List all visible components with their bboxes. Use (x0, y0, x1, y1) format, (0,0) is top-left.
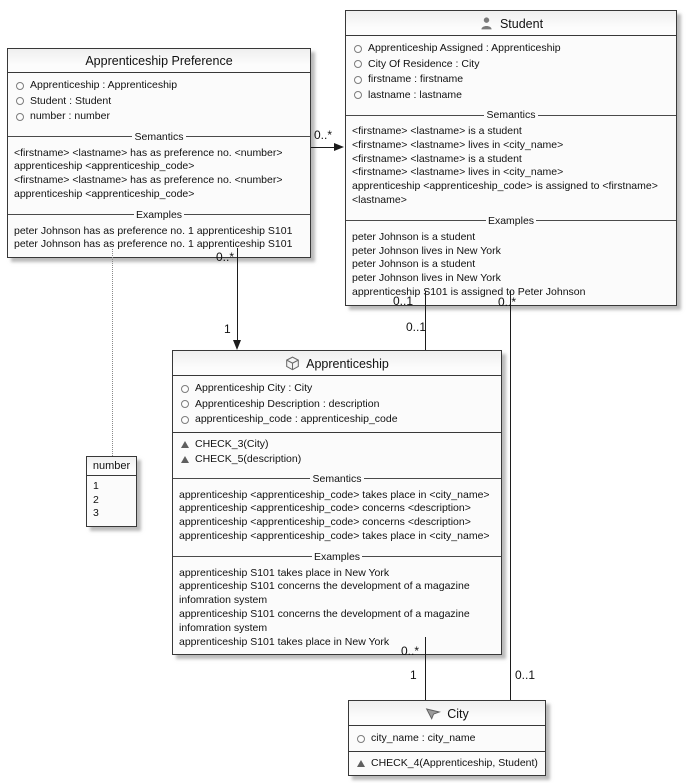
attribute-label: firstname : firstname (368, 73, 464, 85)
examples-divider (346, 215, 676, 227)
attribute-label: city_name : city_name (371, 732, 476, 744)
examples-divider-label: Examples (313, 550, 361, 563)
semantics-line: <firstname> <lastname> has as preference no. <number> apprenticeship <apprenticeship_code> (14, 146, 283, 173)
attribute-circle-icon (16, 82, 24, 90)
attribute-row (14, 78, 304, 94)
semantics-line: apprenticeship <apprenticeship_code> concerns <description> (179, 516, 471, 529)
semantics-line: apprenticeship <apprenticeship_code> takes place in <city_name> (179, 488, 490, 501)
connector-pref-to-apprenticeship (237, 248, 238, 342)
class-header-student (346, 11, 676, 36)
attribute-label: Apprenticeship Assigned : Apprenticeship (368, 42, 561, 54)
person-icon (479, 16, 494, 31)
attribute-row (352, 57, 670, 73)
multiplicity-label-apprenticeship-end: 0..1 (406, 320, 427, 334)
enum-value: 3 (93, 507, 99, 519)
attribute-circle-icon (181, 400, 189, 408)
semantics-compartment (8, 144, 310, 207)
multiplicity-label-city-end: 0..1 (515, 668, 536, 682)
example-line: peter Johnson lives in New York (352, 244, 501, 257)
semantics-divider (8, 131, 310, 143)
multiplicity-label-apprenticeship-end: 1 (224, 322, 231, 336)
semantics-compartment (346, 122, 676, 213)
semantics-divider-label: Semantics (486, 109, 536, 121)
class-title-student: Student (499, 16, 544, 31)
enum-value: 1 (93, 480, 99, 492)
semantics-line: apprenticeship <apprenticeship_code> takes place in <city_name> (179, 529, 490, 542)
example-line: apprenticeship S101 is assigned to Peter Johnson (352, 285, 586, 298)
semantics-line: <firstname> <lastname> lives in <city_name> (352, 138, 564, 151)
examples-compartment (8, 222, 310, 258)
attribute-circle-icon (354, 76, 362, 84)
class-box-student (345, 10, 677, 306)
examples-divider-label: Examples (135, 208, 183, 221)
example-line: apprenticeship S101 takes place in New York (179, 566, 390, 579)
attribute-label: Student : Student (30, 94, 112, 107)
class-header-apprenticeship (173, 351, 501, 376)
class-box-apprenticeship-preference (7, 48, 311, 258)
class-box-city (348, 700, 546, 776)
attributes-compartment (8, 73, 310, 129)
attribute-circle-icon (16, 97, 24, 105)
arrowhead-down-icon (233, 340, 241, 350)
check-triangle-icon (181, 456, 189, 463)
check-label: CHECK_5(description) (195, 452, 302, 465)
check-label: CHECK_3(City) (195, 437, 269, 450)
attribute-label: Apprenticeship : Apprenticeship (30, 79, 178, 91)
multiplicity-label-student-end: 0..1 (393, 294, 414, 308)
class-header-apprenticeship-preference (8, 49, 310, 73)
semantics-divider-label: Semantics (134, 130, 184, 143)
example-line: peter Johnson has as preference no. 1 apprenticeship S101 (14, 224, 293, 237)
check-row (355, 756, 539, 771)
attribute-label: apprenticeship_code : apprenticeship_code (195, 413, 398, 425)
attribute-circle-icon (357, 735, 365, 743)
semantics-line: <firstname> <lastname> is a student (352, 125, 522, 137)
class-box-apprenticeship (172, 350, 502, 655)
examples-divider (173, 551, 501, 563)
example-line: peter Johnson lives in New York (352, 272, 501, 285)
example-line: apprenticeship S101 takes place in New York (179, 635, 390, 648)
attribute-row (352, 72, 670, 88)
attributes-compartment (349, 726, 545, 751)
check-row (179, 452, 495, 467)
example-line: peter Johnson is a student (352, 230, 476, 243)
attribute-label: lastname : lastname (368, 88, 462, 101)
examples-compartment (173, 564, 501, 655)
attribute-label: Apprenticeship Description : description (195, 397, 380, 410)
example-line: apprenticeship S101 concerns the development of a magazine infomration system (179, 580, 470, 607)
semantics-line: <firstname> <lastname> has as preference no. <number> apprenticeship <apprenticeship_code> (14, 174, 283, 200)
attributes-compartment (346, 36, 676, 107)
semantics-compartment (173, 486, 501, 549)
check-row (179, 437, 495, 452)
multiplicity-label-pref-end: 0..* (216, 250, 235, 264)
attributes-compartment (173, 376, 501, 432)
semantics-line: <firstname> <lastname> is a student (352, 152, 522, 165)
enum-values (87, 476, 136, 526)
connector-pref-to-number-dotted (112, 249, 113, 456)
enum-title-number: number (87, 457, 136, 476)
attribute-circle-icon (354, 91, 362, 99)
example-line: peter Johnson is a student (352, 258, 476, 271)
multiplicity-label-apprenticeship-end: 0..* (401, 644, 420, 658)
multiplicity-label-student-end: 0..* (498, 295, 517, 309)
attribute-label: City Of Residence : City (368, 57, 480, 70)
check-label: CHECK_4(Apprenticeship, Student) (371, 756, 538, 769)
package-icon (285, 356, 300, 371)
class-title-apprenticeship: Apprenticeship (306, 356, 389, 371)
attribute-row (179, 397, 495, 413)
examples-divider-label: Examples (487, 214, 535, 227)
attribute-row (352, 88, 670, 104)
connector-apprenticeship-to-city (425, 637, 426, 700)
attribute-circle-icon (16, 113, 24, 121)
example-line: peter Johnson has as preference no. 1 apprenticeship S101 (14, 238, 293, 251)
enum-box-number (86, 456, 137, 527)
attribute-circle-icon (181, 385, 189, 393)
checks-compartment (173, 433, 501, 471)
examples-divider (8, 209, 310, 221)
attribute-row (355, 731, 539, 747)
multiplicity-label-city-end: 1 (410, 668, 417, 682)
attribute-row (14, 94, 304, 110)
multiplicity-label-pref-student: 0..* (314, 128, 333, 142)
arrowhead-right-icon (334, 143, 344, 151)
connector-student-to-city (510, 291, 511, 700)
class-title-city: City (447, 706, 469, 721)
class-title-apprenticeship-preference: Apprenticeship Preference (85, 54, 233, 68)
example-line: apprenticeship S101 concerns the development of a magazine infomration system (179, 608, 470, 634)
semantics-divider-label: Semantics (312, 472, 362, 485)
semantics-line: apprenticeship <apprenticeship_code> concerns <description> (179, 502, 471, 515)
attribute-circle-icon (354, 60, 362, 68)
attribute-row (179, 381, 495, 397)
attribute-row (352, 41, 670, 57)
check-triangle-icon (181, 441, 189, 448)
attribute-row (14, 109, 304, 125)
attribute-row (179, 412, 495, 428)
semantics-divider (173, 473, 501, 485)
check-triangle-icon (357, 760, 365, 767)
attribute-circle-icon (354, 45, 362, 53)
semantics-line: apprenticeship <apprenticeship_code> is assigned to <firstname> <lastname> (352, 180, 658, 206)
enum-value: 2 (93, 493, 99, 506)
attribute-label: Apprenticeship City : City (195, 382, 313, 394)
attribute-circle-icon (181, 416, 189, 424)
class-header-city (349, 701, 545, 726)
semantics-line: <firstname> <lastname> lives in <city_name> (352, 166, 564, 179)
cursor-icon (425, 706, 441, 721)
checks-compartment (349, 752, 545, 775)
semantics-divider (346, 109, 676, 121)
attribute-label: number : number (30, 110, 110, 122)
